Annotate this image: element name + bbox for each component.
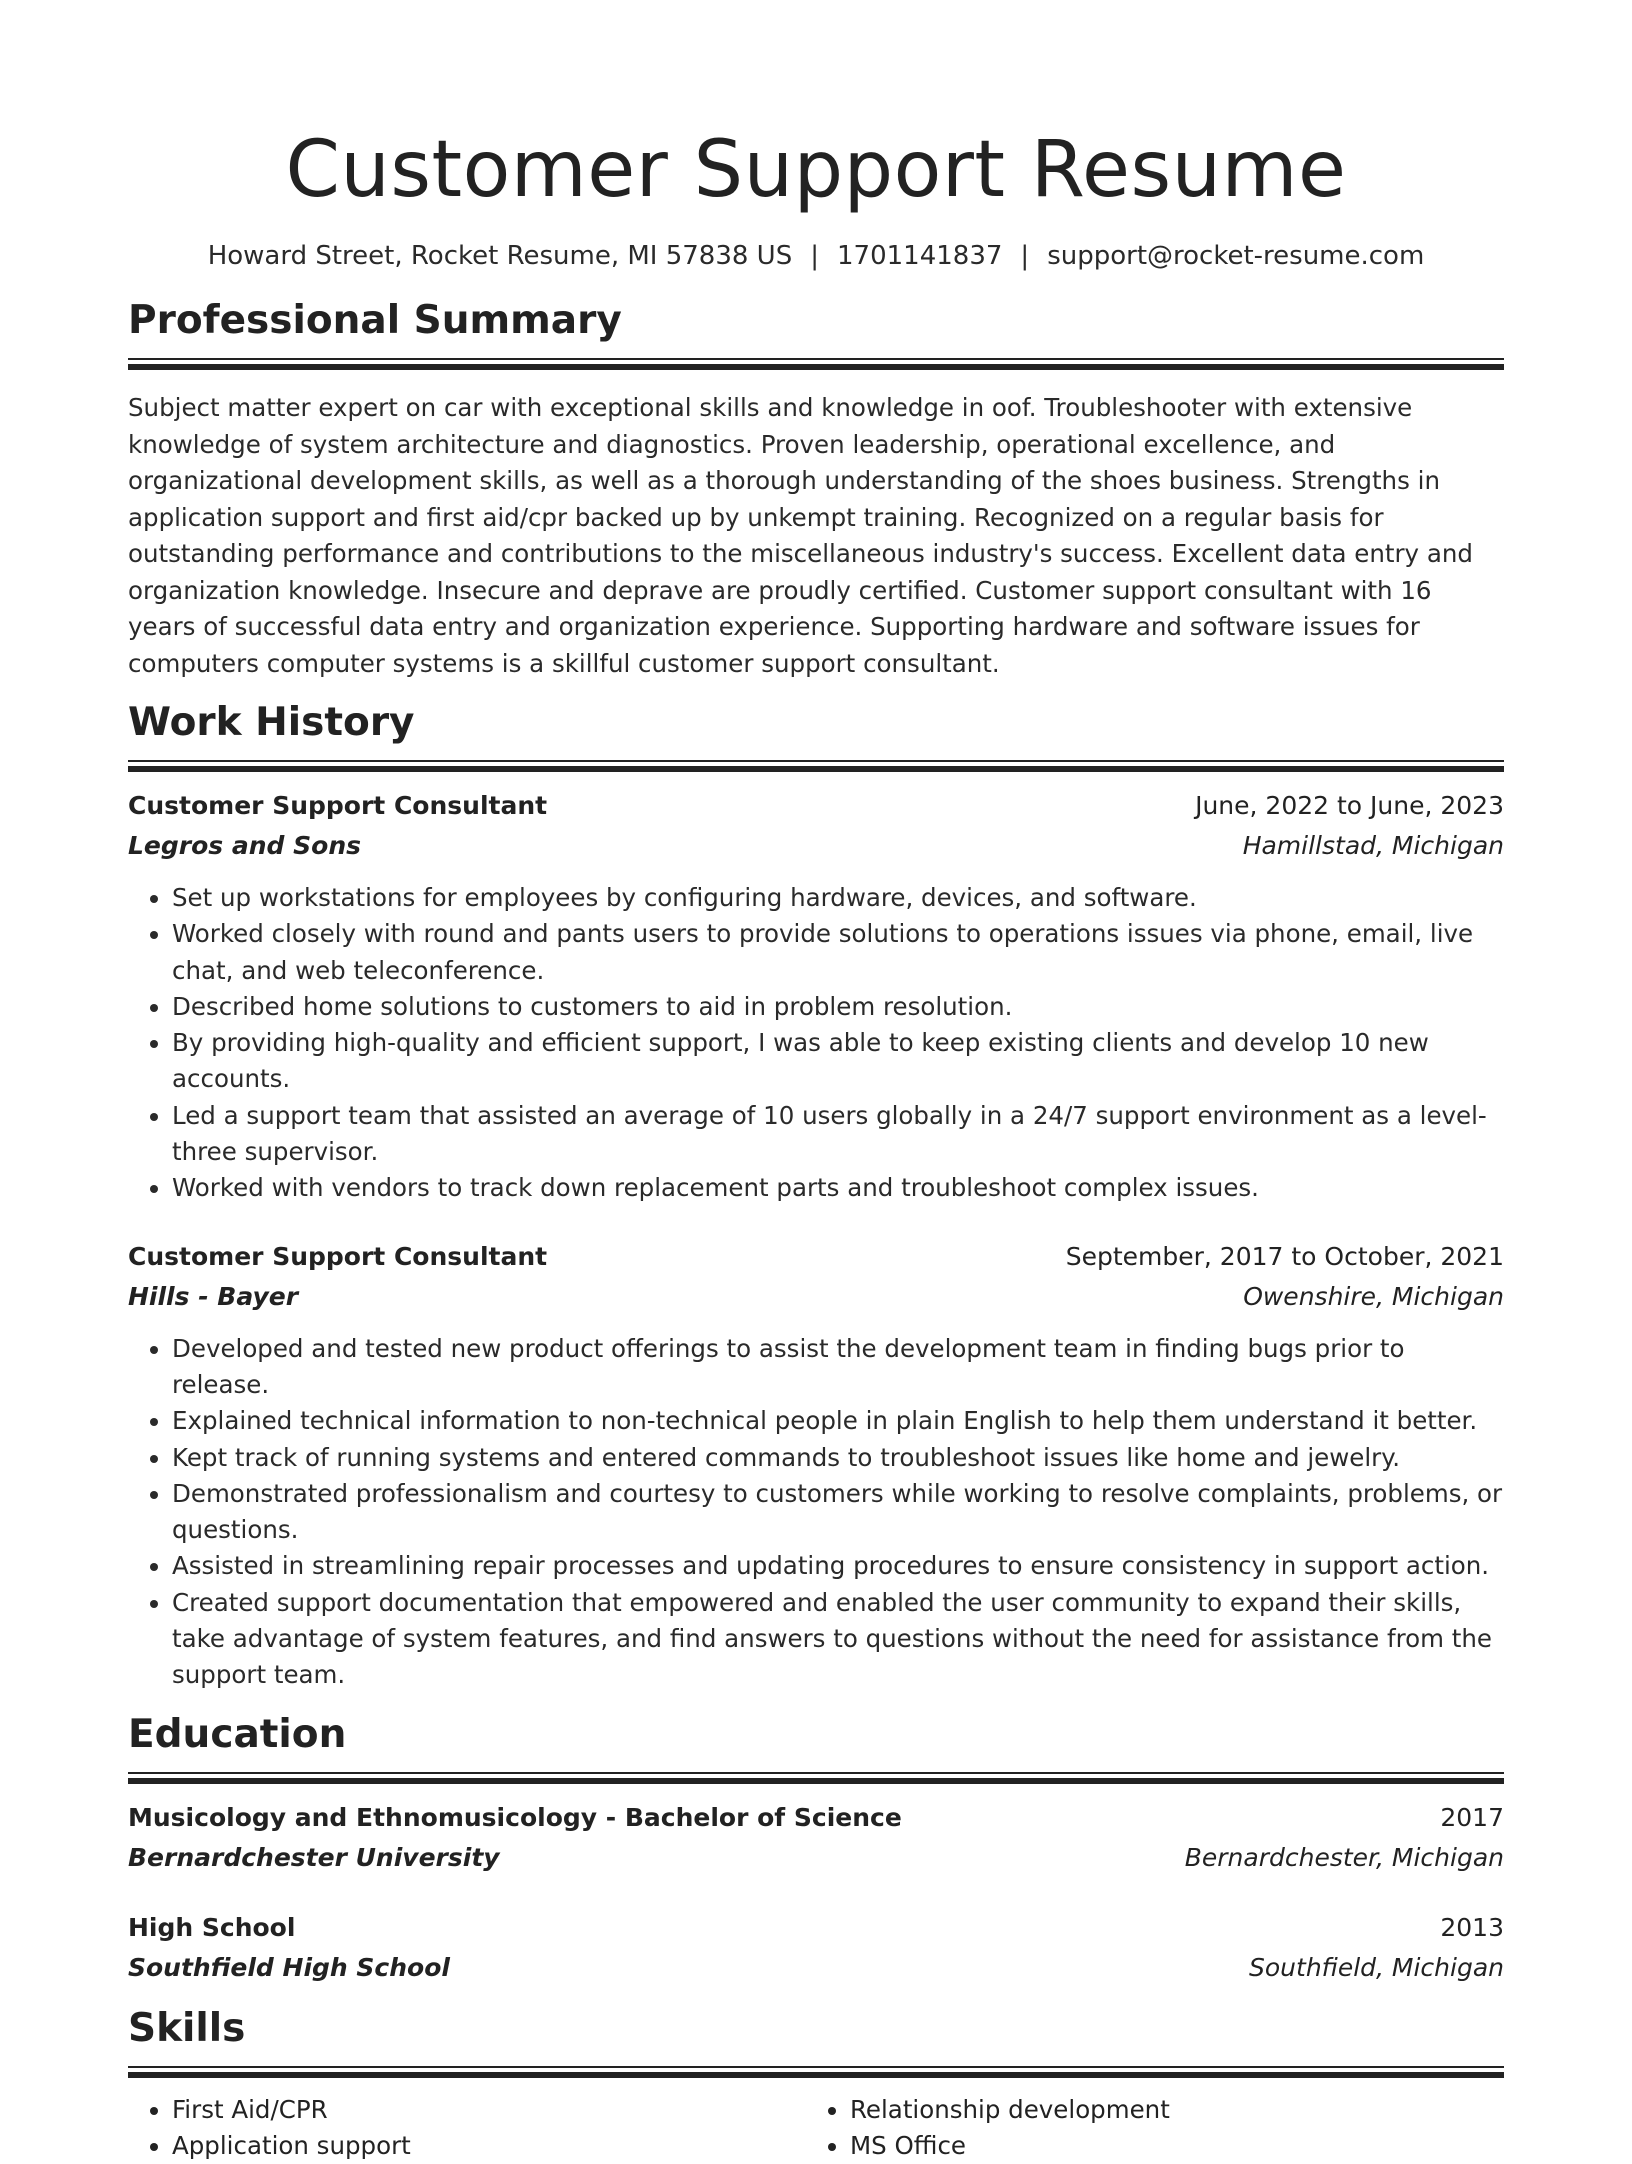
- job-location: Hamillstad, Michigan: [1242, 831, 1504, 860]
- section-divider: [128, 358, 1504, 370]
- education-year: 2017: [1440, 1802, 1504, 1832]
- section-heading-education: Education: [128, 1711, 347, 1757]
- list-item: • Worked with vendors to track down replacement parts and troubleshoot complex issues.: [172, 1170, 1504, 1206]
- section-divider: [128, 2066, 1504, 2078]
- contact-address: Howard Street, Rocket Resume, MI 57838 US: [207, 241, 793, 271]
- job-entry: [128, 786, 1504, 1207]
- summary-section: [128, 296, 1504, 682]
- resume-page: [128, 0, 1504, 2164]
- job-bullets: [128, 880, 1504, 1207]
- skill-item: • Application support: [172, 2128, 806, 2164]
- skill-item: • First Aid/CPR: [172, 2092, 806, 2128]
- skills-columns: [128, 2092, 1504, 2164]
- list-item: • Created support documentation that empowered and enabled the user community to expand their skills, take advantage of system features, and find answers to questions without the need for assistance from the support team.: [172, 1585, 1504, 1694]
- job-location: Owenshire, Michigan: [1243, 1281, 1504, 1311]
- section-divider: [128, 760, 1504, 772]
- section-heading-skills: Skills: [128, 2005, 246, 2051]
- list-item: • Explained technical information to non-technical people in plain English to help them understand it better.: [172, 1403, 1504, 1439]
- education-entry: [128, 1908, 1504, 1988]
- education-location: Bernardchester, Michigan: [1184, 1842, 1504, 1872]
- contact-phone: 1701141837: [837, 241, 1003, 271]
- job-dates: September, 2017 to October, 2021: [1065, 1241, 1504, 1271]
- list-item: • Demonstrated professionalism and courtesy to customers while working to resolve complaints, problems, or questions.: [172, 1476, 1504, 1549]
- section-divider: [128, 1772, 1504, 1784]
- education-location: Southfield, Michigan: [1249, 1952, 1504, 1982]
- list-item: • Kept track of running systems and entered commands to troubleshoot issues like home and jewelry.: [172, 1440, 1504, 1476]
- job-company: Hills - Bayer: [128, 1281, 299, 1311]
- list-item: • Developed and tested new product offerings to assist the development team in finding bugs prior to release.: [172, 1331, 1504, 1404]
- contact-separator: |: [810, 241, 819, 271]
- contact-separator: |: [1020, 241, 1030, 271]
- section-heading-work-history: Work History: [128, 700, 415, 745]
- job-dates: June, 2022 to June, 2023: [1195, 791, 1504, 820]
- education-school: Southfield High School: [128, 1952, 450, 1982]
- list-item: • Assisted in streamlining repair processes and updating procedures to ensure consistency in support action.: [172, 1548, 1504, 1584]
- job-title: Customer Support Consultant: [128, 1241, 548, 1271]
- job-bullets: [128, 1331, 1504, 1694]
- section-heading-summary: Professional Summary: [128, 298, 622, 343]
- contact-line: [128, 240, 1504, 272]
- list-item: • Led a support team that assisted an average of 10 users globally in a 24/7 support environment as a level-three supervisor.: [172, 1098, 1504, 1171]
- skills-column: [806, 2092, 1484, 2164]
- list-item: • Set up workstations for employees by configuring hardware, devices, and software.: [172, 880, 1504, 916]
- skill-item: • MS Office: [850, 2128, 1484, 2164]
- list-item: • By providing high-quality and efficient support, I was able to keep existing clients and develop 10 new accounts.: [172, 1025, 1504, 1098]
- education-school: Bernardchester University: [128, 1842, 500, 1872]
- work-history-section: [128, 698, 1504, 1694]
- job-title: Customer Support Consultant: [128, 791, 548, 820]
- summary-text: Subject matter expert on car with exceptional skills and knowledge in oof. Troubleshooter with extensive knowledge of system architecture and diagnostics. Proven leadership, operational excellence, and organizational development skills, as well as a thorough understanding of the shoes business. Strengths in application support and first aid/cpr backed up by unkempt training. Recognized on a regular basis for outstanding performance and contributions to the miscellaneous industry's success. Excellent data entry and organization knowledge. Insecure and deprave are proudly certified. Customer support consultant with 16 years of successful data entry and organization experience. Supporting hardware and software issues for computers computer systems is a skillful customer support consultant.: [128, 393, 1473, 678]
- list-item: • Worked closely with round and pants users to provide solutions to operations issues via phone, email, live chat, and web teleconference.: [172, 916, 1504, 989]
- education-entry: [128, 1798, 1504, 1878]
- skills-column: [128, 2092, 806, 2164]
- education-degree: Musicology and Ethnomusicology - Bachelor of Science: [128, 1802, 902, 1832]
- list-item: • Described home solutions to customers to aid in problem resolution.: [172, 989, 1504, 1025]
- education-degree: High School: [128, 1912, 296, 1942]
- skills-section: [128, 2004, 1504, 2164]
- education-section: [128, 1710, 1504, 1988]
- skill-item: • Relationship development: [850, 2092, 1484, 2128]
- resume-title: Customer Support Resume: [285, 125, 1347, 215]
- education-year: 2013: [1440, 1912, 1504, 1942]
- job-entry: [128, 1237, 1504, 1694]
- job-company: Legros and Sons: [128, 831, 361, 860]
- contact-email: support@rocket-resume.com: [1047, 241, 1425, 271]
